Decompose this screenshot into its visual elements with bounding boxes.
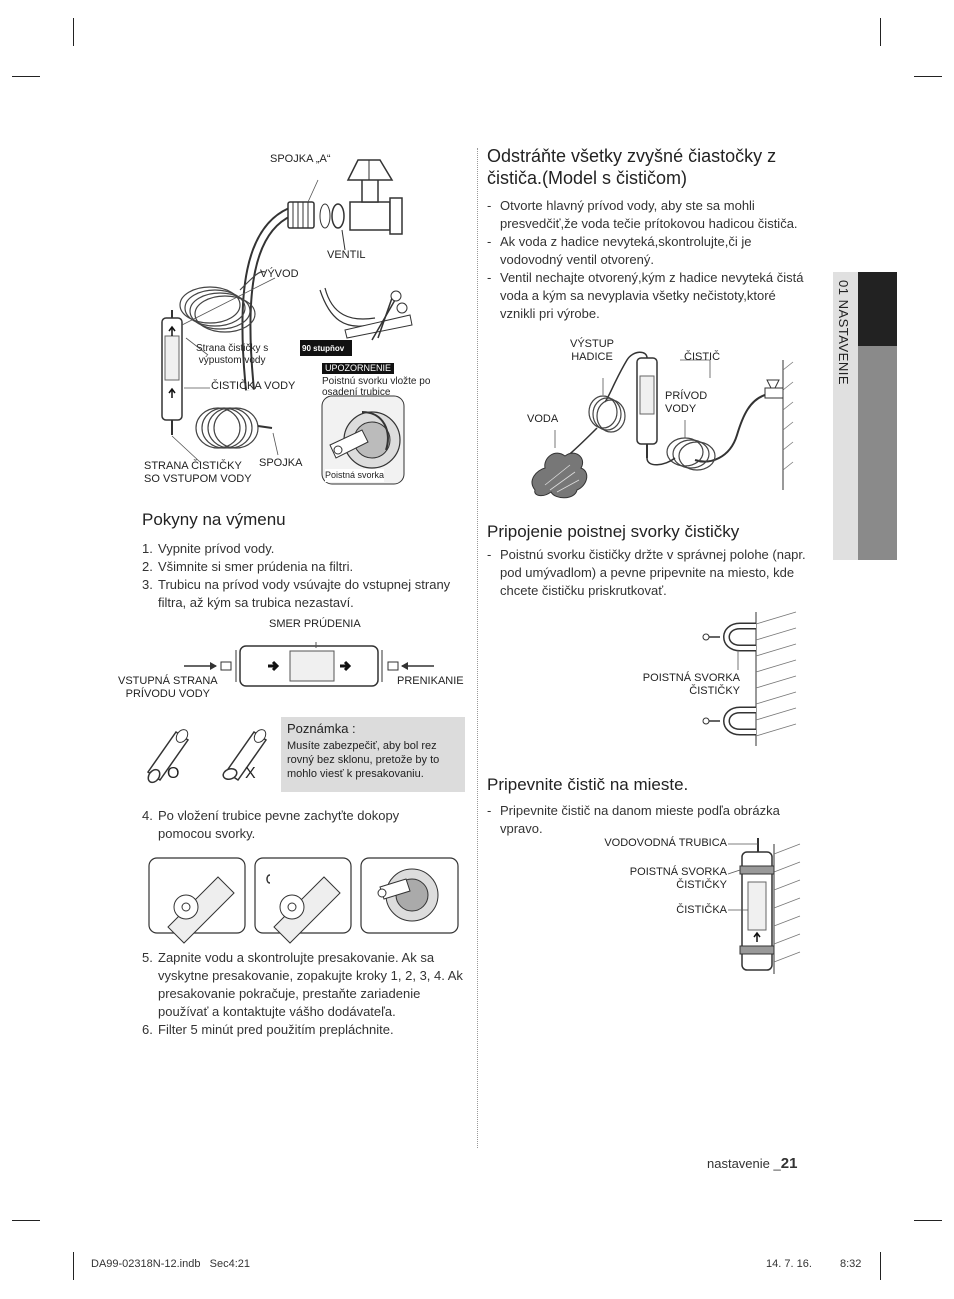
label-voda: VODA: [527, 413, 559, 425]
crop-mark: [12, 1220, 40, 1221]
print-file-info: DA99-02318N-12.indb Sec4:21: [91, 1258, 250, 1270]
bullet-item: - Pripevnite čistič na danom mieste podľa obrázka vpravo.: [487, 802, 812, 838]
note-box: [281, 717, 465, 792]
crop-mark: [73, 1252, 74, 1280]
label-smer-prudenia: SMER PRÚDENIA: [269, 618, 361, 630]
label-ventil: VENTIL: [327, 249, 366, 261]
warning-text: Poistnú svorku vložte po osadení trubice: [322, 376, 431, 398]
bullet-item: - Poistnú svorku čističky držte v správnej polohe (napr. pod umývadlom) a pevne pripevnite na miesto, kde chcete čističku priskrutkovať.: [487, 546, 812, 600]
label-prenikanie: PRENIKANIE: [397, 675, 464, 687]
flush-bullets: [487, 197, 812, 323]
section-tab-label: 01 NASTAVENIE: [836, 280, 851, 385]
bullet-item: - Otvorte hlavný prívod vody, aby ste sa mohli presvedčiť,že voda tečie prítokovou hadicou čističa.: [487, 197, 812, 233]
bullet-item: - Ventil nechajte otvorený,kým z hadice nevyteká čistá voda a kým sa nevyplavia všetky nečistoty,ktoré vznikli pri výrobe.: [487, 269, 812, 323]
steps-list-a: [142, 540, 468, 612]
section-tab-dark: [858, 272, 897, 346]
crop-mark: [880, 18, 881, 46]
note-text: Musíte zabezpečiť, aby bol rez rovný bez sklonu, pretože by to mohlo viesť k presakovaniu.: [287, 740, 440, 780]
column-divider: [477, 148, 478, 1148]
label-spojka-a: SPOJKA „A“: [270, 153, 331, 165]
label-cistic: ČISTIČ: [684, 351, 721, 363]
print-date: 14. 7. 16.: [766, 1258, 812, 1270]
label-cisticka: ČISTIČKA: [676, 904, 727, 916]
footer-section: nastavenie _: [707, 1156, 781, 1171]
tube-mark-wrong: X: [245, 765, 256, 782]
label-spojka: SPOJKA: [259, 457, 303, 469]
page-number: 21: [780, 1155, 798, 1172]
heading-flush: Odstráňte všetky zvyšné čiastočky z čističa.(Model s čističom): [487, 146, 777, 188]
page-footer: [707, 1155, 797, 1172]
step-item: 6. Filter 5 minút pred použitím prepláchnite.: [142, 1022, 394, 1037]
bullet-item: - Ak voda z hadice nevyteká,skontrolujte,či je vodovodný ventil otvorený.: [487, 233, 812, 269]
step-item: 2. Všimnite si smer prúdenia na filtri.: [142, 559, 354, 574]
crop-mark: [12, 76, 40, 77]
label-strana-vstup: STRANA ČISTIČKY SO VSTUPOM VODY: [144, 460, 252, 485]
clamp-steps-pictures: [148, 857, 460, 935]
crop-mark: [914, 1220, 942, 1221]
mount-bullets: [487, 802, 812, 838]
step-item: 4. Po vložení trubice pevne zachyťte dokopy pomocou svorky.: [142, 808, 400, 841]
flush-diagram: [515, 340, 815, 510]
label-poistna-svorka: Poistná svorka: [325, 470, 385, 480]
label-vodovodna-trubica: VODOVODNÁ TRUBICA: [604, 837, 727, 849]
crop-mark: [73, 18, 74, 46]
label-strana-vypust: Strana čističky s výpustom vody: [196, 343, 269, 366]
label-privod-vody: PRÍVOD VODY: [665, 390, 708, 415]
print-time: 8:32: [840, 1258, 862, 1270]
label-vystup-hadice: VÝSTUP HADICE: [570, 338, 615, 363]
installation-diagram: [140, 150, 470, 490]
tube-mark-correct: O: [167, 765, 180, 782]
crop-mark: [880, 1252, 881, 1280]
section-tab-grey: [858, 346, 897, 560]
label-angle: 90 stupňov: [302, 344, 345, 353]
label-poistna-svorka-mount: POISTNÁ SVORKA ČISTIČKY: [629, 866, 727, 891]
mount-diagram: [730, 834, 802, 984]
warning-tag: UPOZORNENIE: [322, 363, 394, 374]
label-vyvod: VÝVOD: [260, 268, 299, 280]
label-cisticka-vody: ČISTIČKA VODY: [211, 380, 296, 392]
step-item: 3. Trubicu na prívod vody vsúvajte do vstupnej strany filtra, až kým sa trubica nezastaví.: [142, 577, 451, 610]
flow-direction-diagram: [180, 628, 440, 708]
heading-mount: Pripevnite čistič na mieste.: [487, 775, 689, 794]
tube-cut-diagram: [140, 724, 280, 784]
crop-mark: [914, 76, 942, 77]
note-title: Poznámka :: [287, 721, 356, 736]
label-poistna-svorka-cisticky: POISTNÁ SVORKA ČISTIČKY: [642, 672, 740, 697]
clamp-bullets: [487, 546, 812, 600]
step-item: 1. Vypnite prívod vody.: [142, 541, 275, 556]
heading-pokyny: Pokyny na výmenu: [142, 510, 286, 529]
step-4: [142, 807, 442, 843]
step-item: 5. Zapnite vodu a skontrolujte presakovanie. Ak sa vyskytne presakovanie, zopakujte kroky 1, 2, 3, 4. Ak presakovanie pokračuje, prestaňte zariadenie používať a kontaktujte vášho dodávateľa.: [142, 950, 463, 1019]
label-vstupna-strana: VSTUPNÁ STRANA PRÍVODU VODY: [118, 675, 218, 700]
heading-clamp: Pripojenie poistnej svorky čističky: [487, 522, 740, 541]
steps-list-b: [142, 949, 468, 1039]
